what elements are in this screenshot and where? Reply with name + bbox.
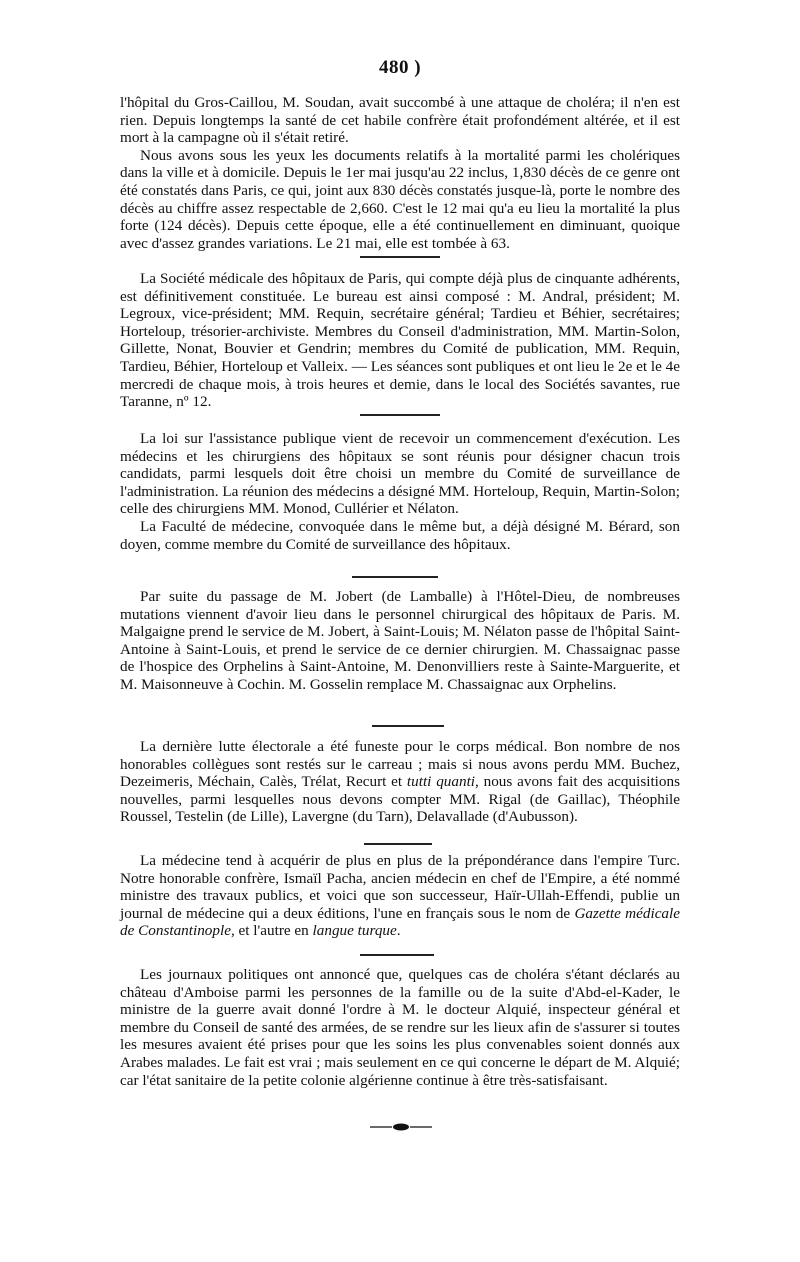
paragraph-lutte-electorale [120, 738, 680, 826]
italic-text: tutti quanti [406, 773, 476, 791]
end-ornament [370, 1123, 432, 1131]
section-divider [360, 414, 440, 416]
italic-text: Gazette médicale de Constantinople [120, 904, 680, 940]
paragraph-text: La loi sur l'assistance publique vient de recevoir un commencement d'exécution. Les médecins et les chirurgiens des hôpitaux se sont réunis pour désigner chacun trois candidats, parmi lesquels doit être choisi un membre du Comité de surveillance de l'administration. La réunion des médecins a désigné MM. Horteloup, Requin, Martin-Solon; celle des chirurgiens MM. Monod, Cullérier et Nélaton. [120, 430, 680, 518]
section-divider [360, 954, 434, 956]
paragraph-assistance-publique [120, 430, 680, 553]
paragraph-text: Nous avons sous les yeux les documents relatifs à la mortalité parmi les cholériques dans la ville et à domicile. Depuis le 1er mai jusqu'au 22 inclus, 1,830 décès de ce genre ont été constatés dans Paris, ce qui, joint aux 830 décès constatés jusque-là, porte le nombre des décès au chiffre assez respectable de 2,660. C'est le 12 mai qu'a eu lieu la mortalité la plus forte (124 décès). Depuis cette époque, elle a été continuellement en diminuant, quoique avec d'assez grandes variations. Le 21 mai, elle est tombée à 63. [120, 146, 680, 252]
paragraph-text: Les journaux politiques ont annoncé que, quelques cas de choléra s'étant déclarés au château d'Amboise parmi les personnes de la famille ou de la suite d'Abd-el-Kader, le ministre de la guerre avait donné l'ordre à M. le docteur Alquié, inspecteur général et membre du Conseil de santé des armées, de se rendre sur les lieux afin de s'assurer si toutes les mesures avaient été prises pour que les soins les plus convenables soient donnés aux Arabes malades. Le fait est vrai ; mais seulement en ce qui concerne le départ de M. Alquié; car l'état sanitaire de la petite colonie algérienne continue à être très-satisfaisant. [120, 966, 680, 1089]
section-divider [352, 576, 438, 578]
section-divider [364, 843, 432, 845]
paragraph-text: Par suite du passage de M. Jobert (de Lamballe) à l'Hôtel-Dieu, de nombreuses mutations viennent d'avoir lieu dans le personnel chirurgical des hôpitaux de Paris. M. Malgaigne prend le service de M. Jobert, à Saint-Louis; M. Nélaton passe de l'hôpital Saint-Antoine à Saint-Louis, et prend le service de ce dernier chirurgien. M. Chassaignac passe de l'hospice des Orphelins à Saint-Antoine, M. Denonvilliers reste à Sainte-Marguerite, et M. Maisonneuve à Cochin. M. Gosselin remplace M. Chassaignac aux Orphelins. [120, 588, 680, 693]
paragraph-text: l'hôpital du Gros-Caillou, M. Soudan, avait succombé à une attaque de choléra; il n'en est rien. Depuis longtemps la santé de cet habile confrère était profondément altérée, et il est mort à la campagne où il s'était retiré. [120, 94, 680, 147]
italic-text: langue turque [312, 922, 397, 940]
paragraph-text: La dernière lutte électorale a été funeste pour le corps médical. Bon nombre de nos honorables collègues sont restés sur le carreau ; mais si nous avons perdu MM. Buchez, Dezeimeris, Méchain, Calès, Trélat, Recurt et tutti quanti, nous avons fait des acquisitions nouvelles, parmi lesquelles nous devons compter MM. Rigal (de Gaillac), Théophile Roussel, Testelin (de Lille), Lavergne (du Tarn), Delavallade (d'Aubusson). [120, 738, 680, 826]
paragraph-text: La Faculté de médecine, convoquée dans le même but, a déjà désigné M. Bérard, son doyen, comme membre du Comité de surveillance des hôpitaux. [120, 517, 680, 553]
paragraph-soudan [120, 94, 680, 252]
paragraph-cholera-amboise [120, 966, 680, 1089]
paragraph-empire-turc [120, 852, 680, 940]
section-divider [360, 256, 440, 258]
section-divider [372, 725, 444, 727]
paragraph-text: La médecine tend à acquérir de plus en plus de la prépondérance dans l'empire Turc. Notre honorable confrère, Ismaïl Pacha, ancien médecin en chef de l'Empire, a été nommé ministre des travaux publics, et voici que son successeur, Haïr-Ullah-Effendi, publie un journal de médecine qui a deux éditions, l'une en français sous le nom de Gazette médicale de Constantinople, et l'autre en langue turque. [120, 852, 680, 940]
paragraph-societe-medicale [120, 270, 680, 411]
page-number: 480 ) [378, 57, 422, 78]
paragraph-text: La Société médicale des hôpitaux de Paris, qui compte déjà plus de cinquante adhérents, est définitivement constituée. Le bureau est ainsi composé : M. Andral, président; M. Legroux, vice-président; MM. Requin, secrétaire général; Tardieu et Béhier, secrétaires; Horteloup, trésorier-archiviste. Membres du Conseil d'administration, MM. Martin-Solon, Gillette, Nonat, Bouvier et Gendrin; membres du Comité de publication, MM. Requin, Tardieu, Béhier, Horteloup et Valleix. — Les séances sont publiques et ont lieu le 2e et le 4e mercredi de chaque mois, à trois heures et demie, dans le local des Sociétés savantes, rue Taranne, nº 12. [120, 270, 680, 411]
paragraph-mutations [120, 588, 680, 694]
